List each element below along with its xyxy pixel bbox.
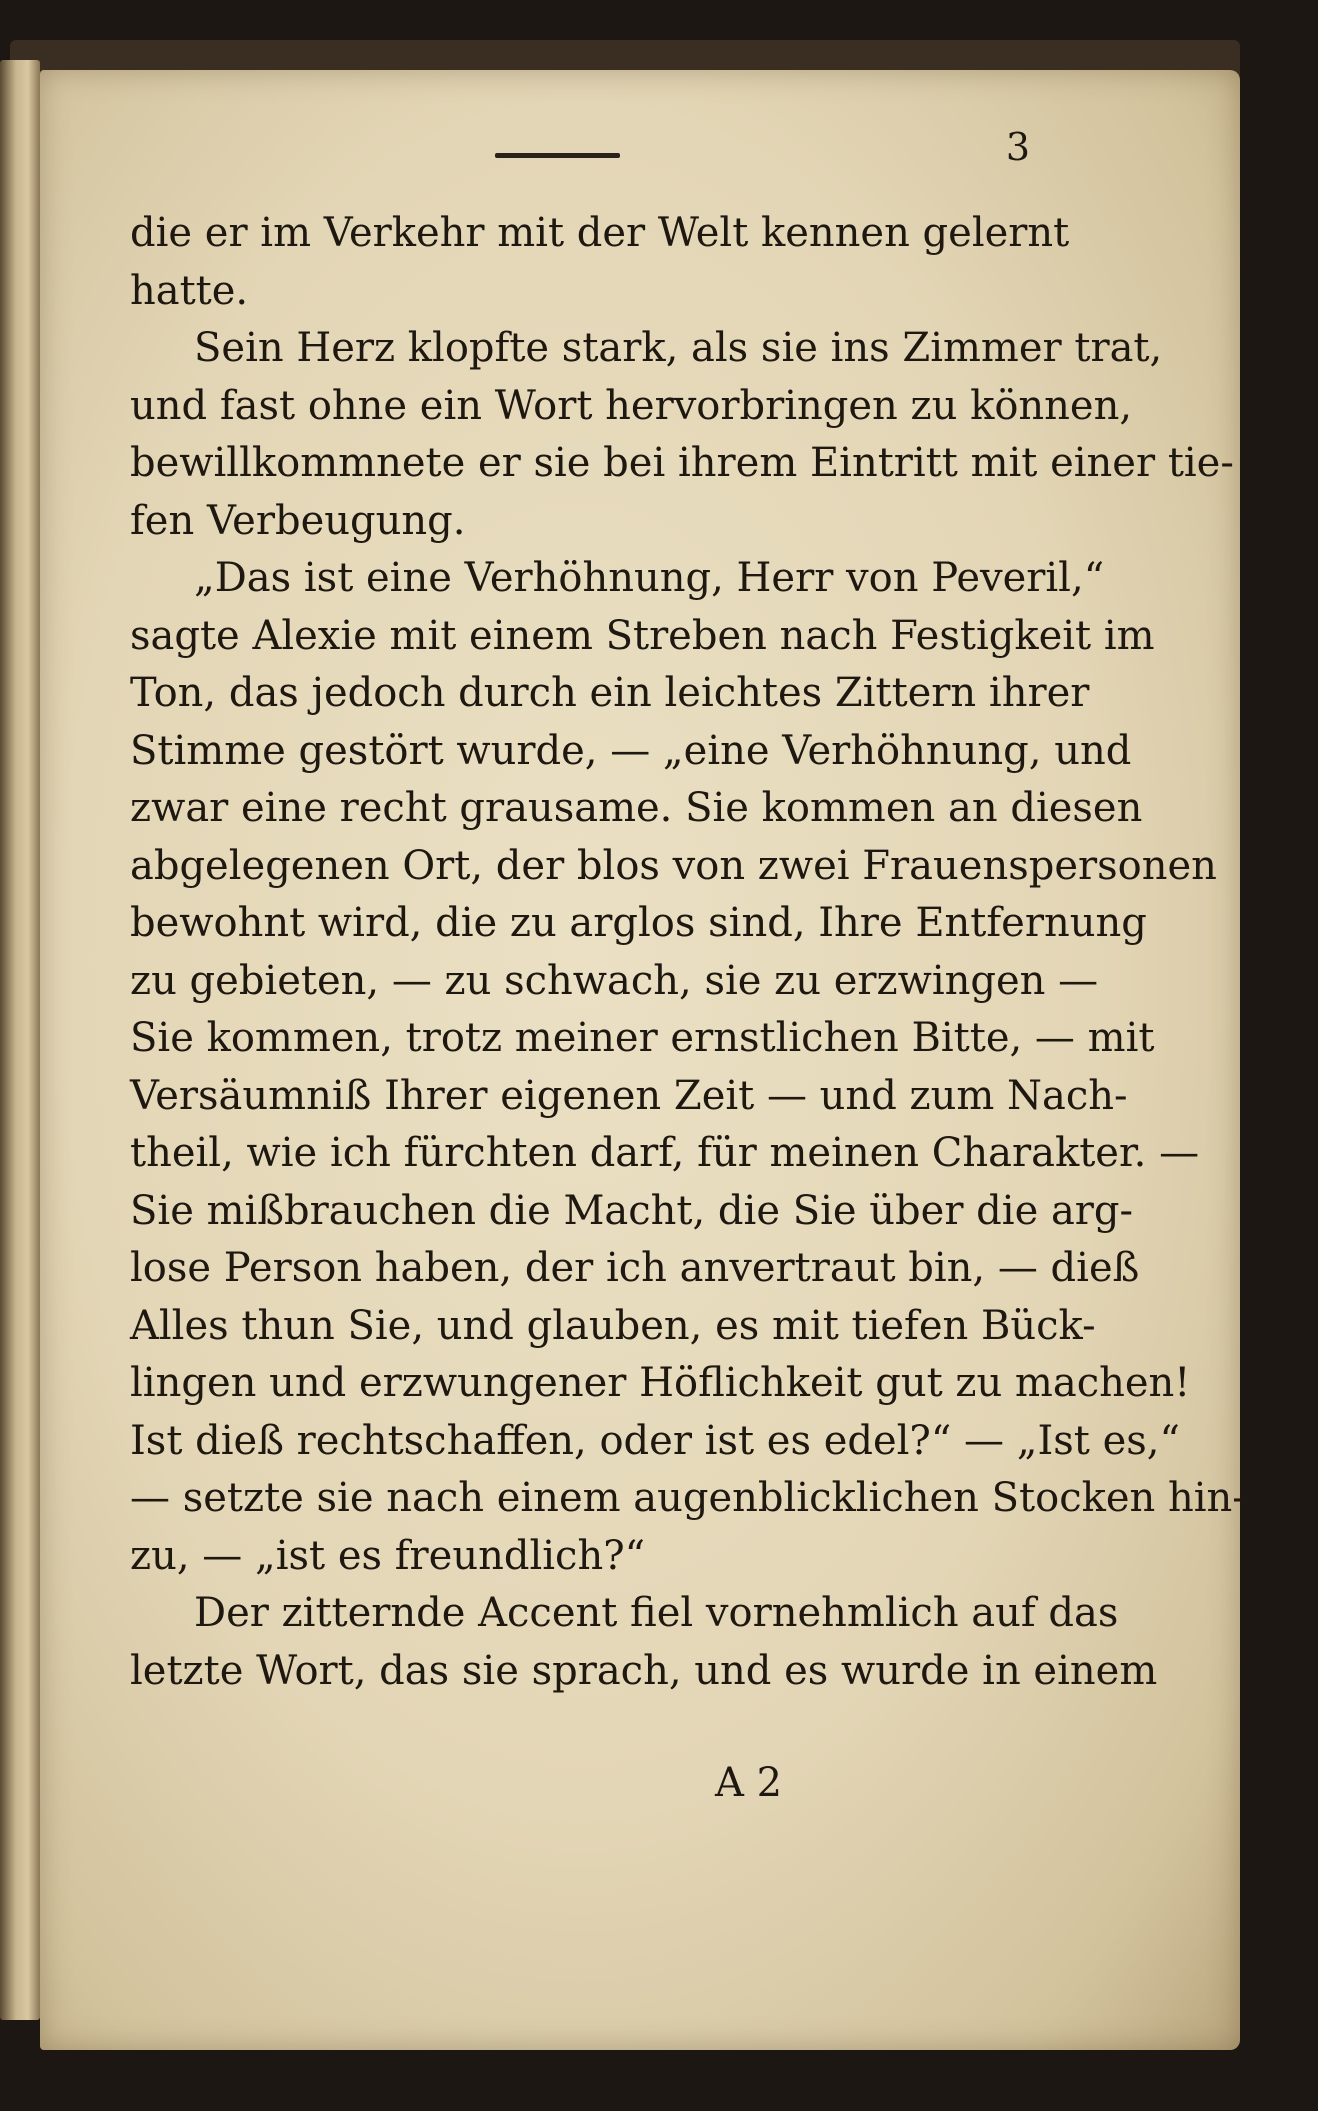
- text-line: Sein Herz klopfte stark, als sie ins Zimmer trat,: [194, 325, 1163, 371]
- text-line: bewohnt wird, die zu arglos sind, Ihre Entfernung: [130, 900, 1147, 946]
- text-line: zu gebieten, — zu schwach, sie zu erzwingen —: [130, 957, 1099, 1004]
- text-line: theil, wie ich fürchten darf, für meinen Charakter. —: [130, 1130, 1200, 1176]
- text-line: — setzte sie nach einem augenblicklichen Stocken hin-: [130, 1475, 1246, 1521]
- body-text: [130, 205, 1246, 1700]
- previous-page-edge: [0, 60, 40, 2020]
- text-line: bewillkommnete er sie bei ihrem Eintritt mit einer tie-: [130, 440, 1234, 486]
- text-line: Alles thun Sie, und glauben, es mit tiefen Bück-: [130, 1302, 1096, 1349]
- text-line: zu, — „ist es freundlich?“: [130, 1532, 646, 1579]
- text-line: fen Verbeugung.: [130, 497, 466, 544]
- text-line: Stimme gestört wurde, — „eine Verhöhnung, und: [130, 727, 1132, 774]
- text-line: zwar eine recht grausame. Sie kommen an diesen: [130, 785, 1143, 831]
- text-line: die er im Verkehr mit der Welt kennen gelernt: [130, 210, 1070, 256]
- text-line: Der zitternde Accent fiel vornehmlich auf das: [194, 1590, 1119, 1636]
- header-rule: [495, 153, 620, 158]
- text-line: Versäumniß Ihrer eigenen Zeit — und zum Nach-: [130, 1072, 1128, 1119]
- text-line: Sie kommen, trotz meiner ernstlichen Bitte, — mit: [130, 1015, 1155, 1061]
- text-line: Sie mißbrauchen die Macht, die Sie über die arg-: [130, 1187, 1134, 1234]
- text-line: und fast ohne ein Wort hervorbringen zu können,: [130, 382, 1133, 429]
- text-line: hatte.: [130, 267, 249, 314]
- text-line: lingen und erzwungener Höflichkeit gut zu machen!: [130, 1360, 1191, 1406]
- text-line: letzte Wort, das sie sprach, und es wurde in einem: [130, 1647, 1158, 1694]
- text-line: „Das ist eine Verhöhnung, Herr von Peveril,“: [194, 555, 1105, 601]
- text-line: lose Person haben, der ich anvertraut bin, — dieß: [130, 1245, 1140, 1291]
- text-line: sagte Alexie mit einem Streben nach Festigkeit im: [130, 612, 1155, 659]
- text-line: abgelegenen Ort, der blos von zwei Frauenspersonen: [130, 842, 1217, 889]
- text-line: Ton, das jedoch durch ein leichtes Zittern ihrer: [130, 670, 1090, 716]
- page-number: 3: [1005, 125, 1030, 169]
- signature-mark: A 2: [715, 1760, 783, 1806]
- text-line: Ist dieß rechtschaffen, oder ist es edel?“ — „Ist es,“: [130, 1417, 1180, 1464]
